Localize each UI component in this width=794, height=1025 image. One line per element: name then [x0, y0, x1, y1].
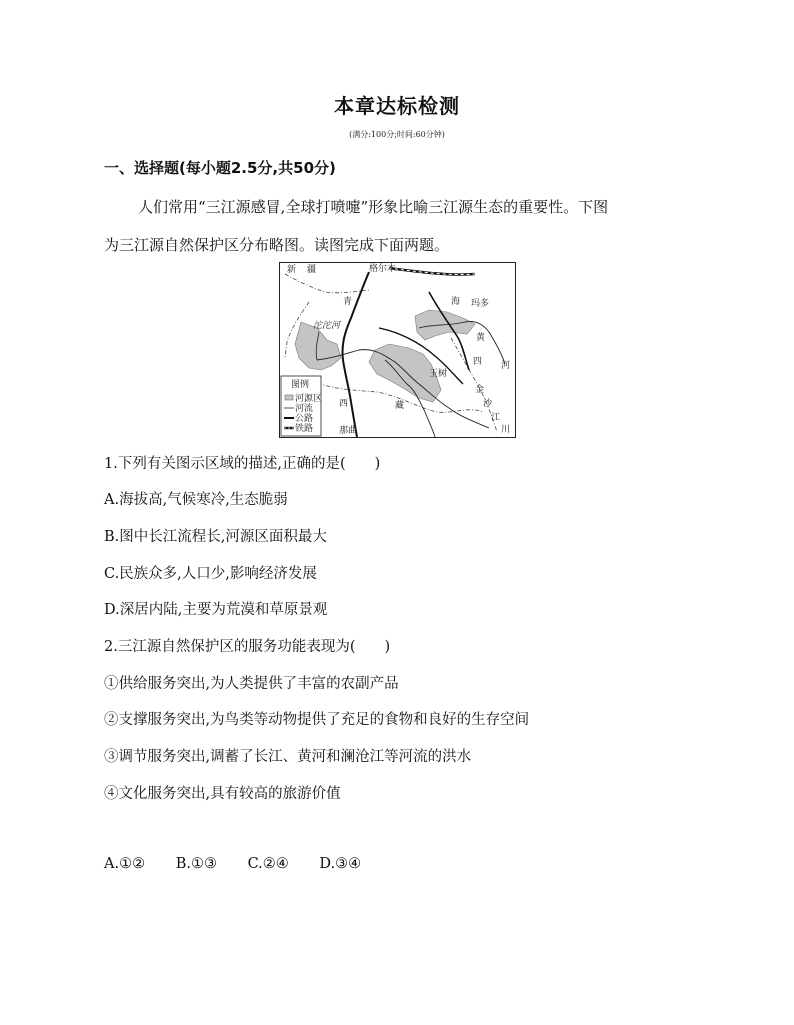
q2-stem: 2.三江源自然保护区的服务功能表现为( ): [104, 639, 391, 655]
q2-answer-a: A.①②: [104, 856, 146, 872]
map-label-sha: 沙: [483, 399, 493, 409]
map-label-huang: 黄: [476, 333, 486, 343]
map-label-he: 河: [501, 361, 511, 371]
q1-option-d: D.深居内陆,主要为荒漠和草原景观: [104, 602, 328, 618]
map-label-maduo: 玛多: [471, 299, 490, 309]
map-label-naqu: 那曲: [339, 426, 358, 436]
exam-info: (满分:100分;时间:60分钟): [349, 130, 445, 139]
map-label-jin: 金: [475, 385, 485, 395]
legend-river: 河流: [295, 404, 314, 414]
q1-option-a: A.海拔高,气候寒冷,生态脆弱: [104, 492, 288, 508]
q2-statement-1: ①供给服务突出,为人类提供了丰富的农副产品: [104, 676, 399, 692]
q2-answer-choices: [104, 856, 387, 872]
q1-option-c: C.民族众多,人口少,影响经济发展: [104, 566, 317, 582]
q1-option-b: B.图中长江流程长,河源区面积最大: [104, 529, 327, 545]
map-label-jiang: 疆: [307, 265, 317, 275]
map-label-si: 四: [473, 357, 483, 367]
legend-railway: 铁路: [295, 424, 314, 434]
legend-source-area: 河源区: [295, 394, 323, 404]
legend-title: 图例: [291, 380, 310, 390]
map-label-zang: 藏: [395, 401, 405, 411]
map-label-golmud: 格尔木: [369, 264, 397, 274]
q2-answer-d: D.③④: [319, 856, 362, 872]
q2-answer-b: B.①③: [175, 856, 217, 872]
legend-highway: 公路: [295, 414, 314, 424]
map-label-xin: 新: [287, 265, 297, 275]
q2-statement-3: ③调节服务突出,调蓄了长江、黄河和澜沧江等河流的洪水: [104, 749, 472, 765]
section-heading: 一、选择题(每小题2.5分,共50分): [104, 159, 336, 177]
map-label-yushu: 玉树: [429, 369, 448, 379]
map-label-hai: 海: [451, 297, 461, 307]
map-label-qing: 青: [343, 297, 353, 307]
map-label-xi: 西: [339, 399, 349, 409]
q1-stem: 1.下列有关图示区域的描述,正确的是( ): [104, 456, 381, 472]
map-label-tuotuohe: 沱沱河: [313, 321, 341, 331]
map-label-chuan: 川: [501, 425, 511, 435]
page-title: 本章达标检测: [334, 94, 460, 118]
q2-statement-2: ②支撑服务突出,为鸟类等动物提供了充足的食物和良好的生存空间: [104, 712, 530, 728]
intro-line-2: 为三江源自然保护区分布略图。读图完成下面两题。: [104, 236, 450, 254]
intro-line-1: 人们常用“三江源感冒,全球打喷嚏”形象比喻三江源生态的重要性。下图: [138, 198, 609, 216]
three-river-source-map: [279, 262, 516, 438]
q2-statement-4: ④文化服务突出,具有较高的旅游价值: [104, 786, 341, 802]
q2-answer-c: C.②④: [247, 856, 289, 872]
map-label-jiang2: 江: [491, 413, 501, 423]
